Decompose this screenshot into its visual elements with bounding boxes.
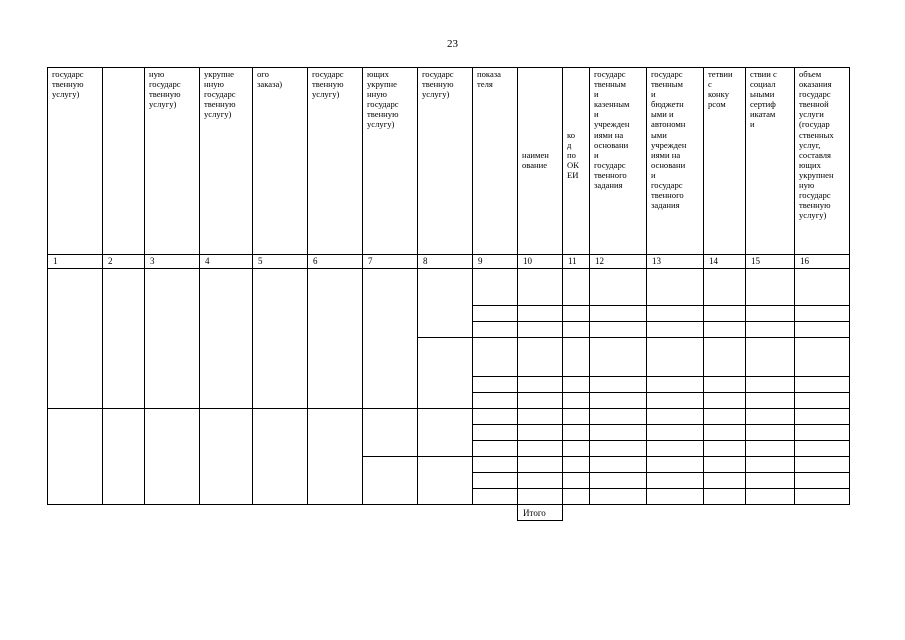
number-row-bottom-border — [47, 268, 850, 269]
total-label: Итого — [523, 508, 546, 518]
detail-row-border — [472, 305, 850, 306]
column-border — [199, 67, 200, 505]
group-row-border — [362, 408, 418, 409]
column-number-6: 6 — [313, 256, 318, 266]
detail-row-border — [472, 472, 850, 473]
total-box-border — [517, 520, 563, 521]
column-number-4: 4 — [205, 256, 210, 266]
column-number-9: 9 — [478, 256, 483, 266]
header-cell-9: показа теля — [477, 69, 501, 90]
total-box-border — [517, 504, 518, 521]
group-row-border — [417, 456, 473, 457]
column-number-1: 1 — [53, 256, 58, 266]
detail-row-border — [472, 337, 850, 338]
column-number-5: 5 — [258, 256, 263, 266]
column-number-10: 10 — [523, 256, 532, 266]
detail-row-border — [472, 456, 850, 457]
column-border — [47, 67, 48, 505]
group-row-border — [362, 456, 418, 457]
header-cell-16: объем оказания государс твенной услуги (государ ственных услуг, составля ющих укрупнен ную государс твенную услугу) — [799, 69, 834, 221]
column-number-14: 14 — [709, 256, 718, 266]
header-cell-6: государс твенную услугу) — [312, 69, 344, 100]
column-border — [307, 67, 308, 505]
column-number-8: 8 — [423, 256, 428, 266]
header-cell-5: ого заказа) — [257, 69, 283, 90]
column-border — [102, 67, 103, 505]
header-cell-7: ющих укрупне нную государс твенную услугу) — [367, 69, 399, 130]
header-cell-8: государс твенную услугу) — [422, 69, 454, 100]
column-number-13: 13 — [652, 256, 661, 266]
column-border — [417, 67, 418, 505]
column-border — [362, 67, 363, 505]
header-cell-13: государс твенным и бюджетн ыми и автономн ыми учрежден иями на основани и государс твенного задания — [651, 69, 687, 211]
header-cell-10: наимен ование — [522, 150, 549, 171]
column-number-11: 11 — [568, 256, 577, 266]
detail-row-border — [472, 440, 850, 441]
group-row-border — [47, 408, 363, 409]
column-border — [144, 67, 145, 505]
column-number-2: 2 — [108, 256, 113, 266]
table-top-border — [47, 67, 850, 68]
page-number: 23 — [447, 38, 458, 50]
header-cell-4: укрупне нную государс твенную услугу) — [204, 69, 236, 120]
column-number-16: 16 — [800, 256, 809, 266]
header-cell-12: государс твенным и казенным и учрежден иями на основани и государс твенного задания — [594, 69, 630, 191]
table-bottom-border — [47, 504, 850, 505]
group-row-border — [417, 337, 473, 338]
column-number-15: 15 — [751, 256, 760, 266]
header-cell-1: государс твенную услугу) — [52, 69, 84, 100]
detail-row-border — [472, 424, 850, 425]
header-cell-11: ко д по ОК ЕИ — [567, 130, 579, 181]
column-number-12: 12 — [595, 256, 604, 266]
column-number-3: 3 — [150, 256, 155, 266]
header-cell-3: ную государс твенную услугу) — [149, 69, 181, 110]
header-bottom-border — [47, 254, 850, 255]
detail-row-border — [472, 488, 850, 489]
header-cell-14: тетвии с конку рсом — [708, 69, 733, 110]
group-row-border — [417, 408, 473, 409]
detail-row-border — [472, 321, 850, 322]
detail-row-border — [472, 392, 850, 393]
detail-row-border — [472, 376, 850, 377]
column-number-7: 7 — [368, 256, 373, 266]
column-border — [252, 67, 253, 505]
total-box-border — [562, 504, 563, 521]
header-cell-15: ствии с социал ьными сертиф икатам и — [750, 69, 777, 130]
detail-row-border — [472, 408, 850, 409]
